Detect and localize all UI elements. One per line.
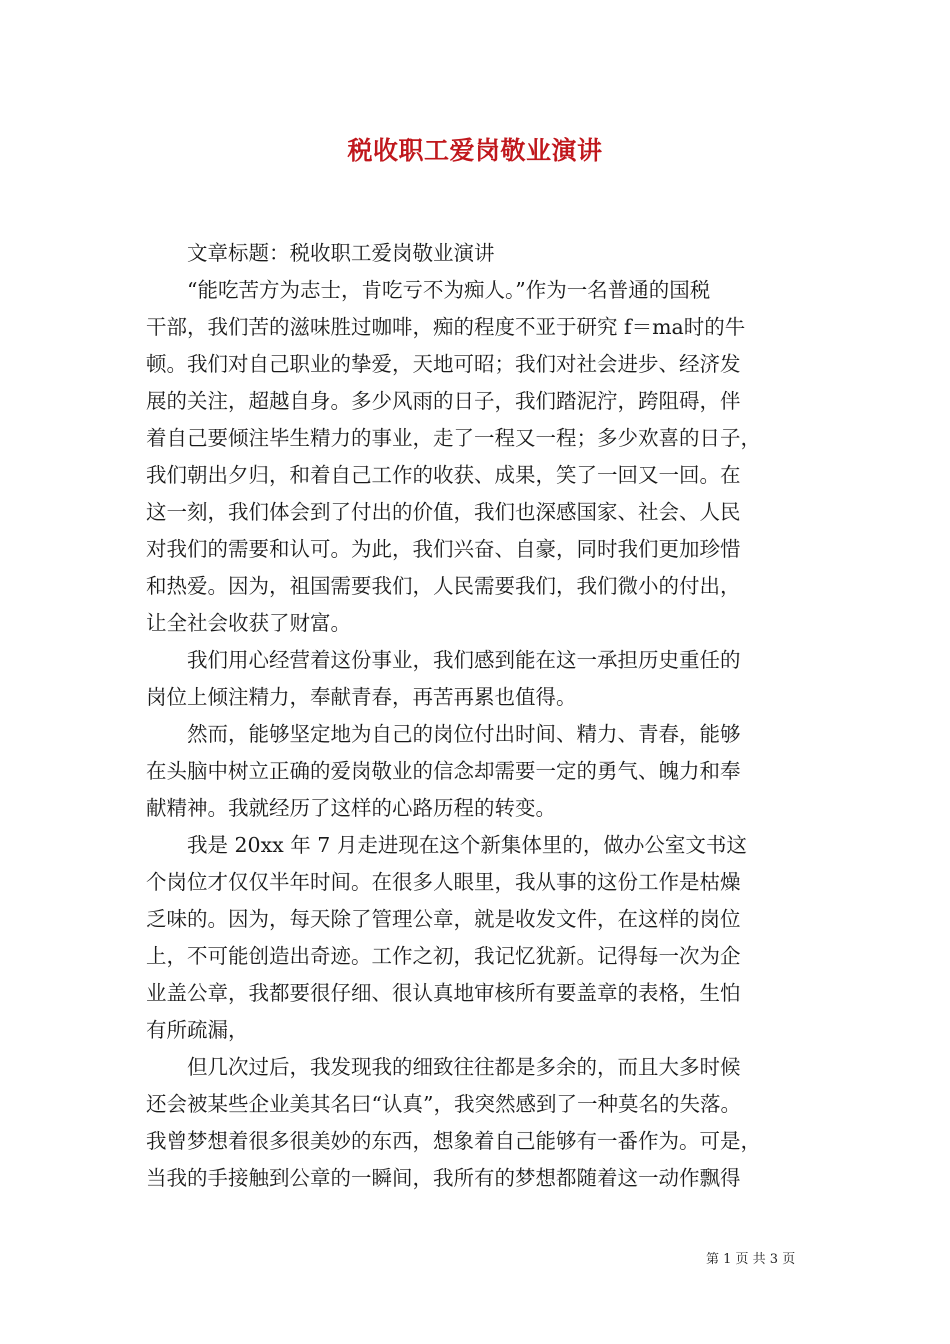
text-line: 我们用心经营着这份事业，我们感到能在这一承担历史重任的: [146, 648, 741, 672]
text-line: 干部，我们苦的滋味胜过咖啡，痴的程度不亚于研究 f＝ma时的牛: [146, 315, 746, 339]
text-line: 顿。我们对自己职业的挚爱，天地可昭；我们对社会进步、经济发: [146, 352, 741, 376]
text-line: 然而，能够坚定地为自己的岗位付出时间、精力、青春，能够: [146, 722, 741, 746]
text-line: 乏味的。因为，每天除了管理公章，就是收发文件，在这样的岗位: [146, 907, 741, 931]
text-line: 在头脑中树立正确的爱岗敬业的信念却需要一定的勇气、魄力和奉: [146, 759, 741, 783]
text-line: 业盖公章，我都要很仔细、很认真地审核所有要盖章的表格，生怕: [146, 981, 741, 1005]
page-number: 第 1 页 共 3 页: [706, 1252, 796, 1267]
text-line: 着自己要倾注毕生精力的事业，走了一程又一程；多少欢喜的日子，: [146, 426, 761, 450]
text-line: 这一刻，我们体会到了付出的价值，我们也深感国家、社会、人民: [146, 500, 741, 524]
text-line: 当我的手接触到公章的一瞬间，我所有的梦想都随着这一动作飘得: [146, 1166, 741, 1190]
text-line: 个岗位才仅仅半年时间。在很多人眼里，我从事的这份工作是枯燥: [146, 870, 741, 894]
text-line: 文章标题：税收职工爱岗敬业演讲: [146, 241, 495, 265]
text-line: 还会被某些企业美其名曰“认真”，我突然感到了一种莫名的失落。: [146, 1092, 741, 1116]
text-line: 我曾梦想着很多很美妙的东西，想象着自己能够有一番作为。可是，: [146, 1129, 761, 1153]
text-line: 和热爱。因为，祖国需要我们，人民需要我们，我们微小的付出，: [146, 574, 741, 598]
body-text: [146, 235, 806, 1197]
text-line: 让全社会收获了财富。: [146, 611, 351, 635]
text-line: “能吃苦方为志士，肯吃亏不为痴人。”作为一名普通的国税: [146, 278, 711, 302]
text-line: 有所疏漏，: [146, 1018, 249, 1042]
text-line: 岗位上倾注精力，奉献青春，再苦再累也值得。: [146, 685, 577, 709]
text-line: 献精神。我就经历了这样的心路历程的转变。: [146, 796, 556, 820]
page-title: 税收职工爱岗敬业演讲: [347, 136, 603, 165]
text-line: 展的关注，超越自身。多少风雨的日子，我们踏泥泞，跨阻碍，伴: [146, 389, 741, 413]
text-line: 上，不可能创造出奇迹。工作之初，我记忆犹新。记得每一次为企: [146, 944, 741, 968]
text-line: 但几次过后，我发现我的细致往往都是多余的，而且大多时候: [146, 1055, 741, 1079]
text-line: 对我们的需要和认可。为此，我们兴奋、自豪，同时我们更加珍惜: [146, 537, 741, 561]
text-line: 我是 20xx 年 7 月走进现在这个新集体里的，做办公室文书这: [146, 833, 747, 857]
text-line: 我们朝出夕归，和着自己工作的收获、成果，笑了一回又一回。在: [146, 463, 741, 487]
